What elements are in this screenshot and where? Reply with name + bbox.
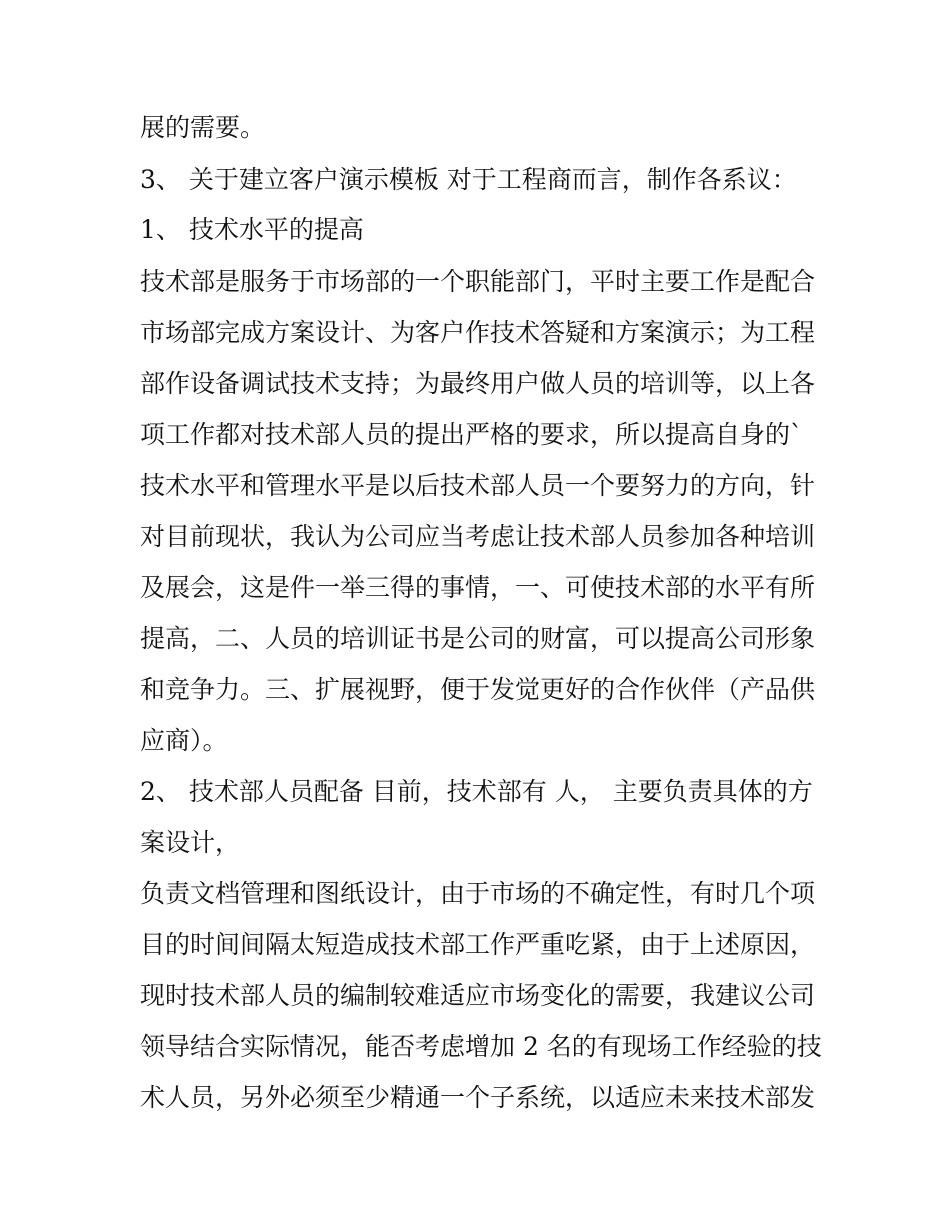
text-line: 案设计，: [140, 828, 241, 857]
text-line: 项工作都对技术部人员的提出严格的要求，所以提高自身的`: [140, 420, 803, 449]
text-line: 术人员，另外必须至少精通一个子系统，以适应未来技术部发: [140, 1083, 816, 1112]
text-line: 市场部完成方案设计、为客户作技术答疑和方案演示；为工程: [140, 318, 816, 347]
text-line: 对目前现状，我认为公司应当考虑让技术部人员参加各种培训: [140, 522, 816, 551]
text-line: 目的时间间隔太短造成技术部工作严重吃紧，由于上述原因，: [140, 930, 816, 959]
section-heading: 1、 技术水平的提高: [140, 215, 364, 244]
section-heading: 2、 技术部人员配备 目前，技术部有 人， 主要负责具体的方: [140, 777, 813, 806]
section-heading: 3、 关于建立客户演示模板 对于工程商而言，制作各系议：: [140, 165, 797, 194]
text-line: 技术水平和管理水平是以后技术部人员一个要努力的方向，针: [140, 471, 816, 500]
text-line: 展的需要。: [140, 113, 266, 142]
text-line: 技术部是服务于市场部的一个职能部门，平时主要工作是配合: [140, 267, 816, 296]
text-line: 部作设备调试技术支持；为最终用户做人员的培训等，以上各: [140, 369, 816, 398]
text-line: 及展会，这是件一举三得的事情，一、可使技术部的水平有所: [140, 573, 816, 602]
text-line: 负责文档管理和图纸设计，由于市场的不确定性，有时几个项: [140, 879, 816, 908]
text-line: 领导结合实际情况，能否考虑增加 2 名的有现场工作经验的技: [140, 1032, 822, 1061]
text-line: 提高，二、人员的培训证书是公司的财富，可以提高公司形象: [140, 624, 816, 653]
text-line: 现时技术部人员的编制较难适应市场变化的需要，我建议公司: [140, 981, 816, 1010]
text-line: 应商）。: [140, 726, 228, 755]
text-line: 和竞争力。三、扩展视野，便于发觉更好的合作伙伴（产品供: [140, 675, 816, 704]
